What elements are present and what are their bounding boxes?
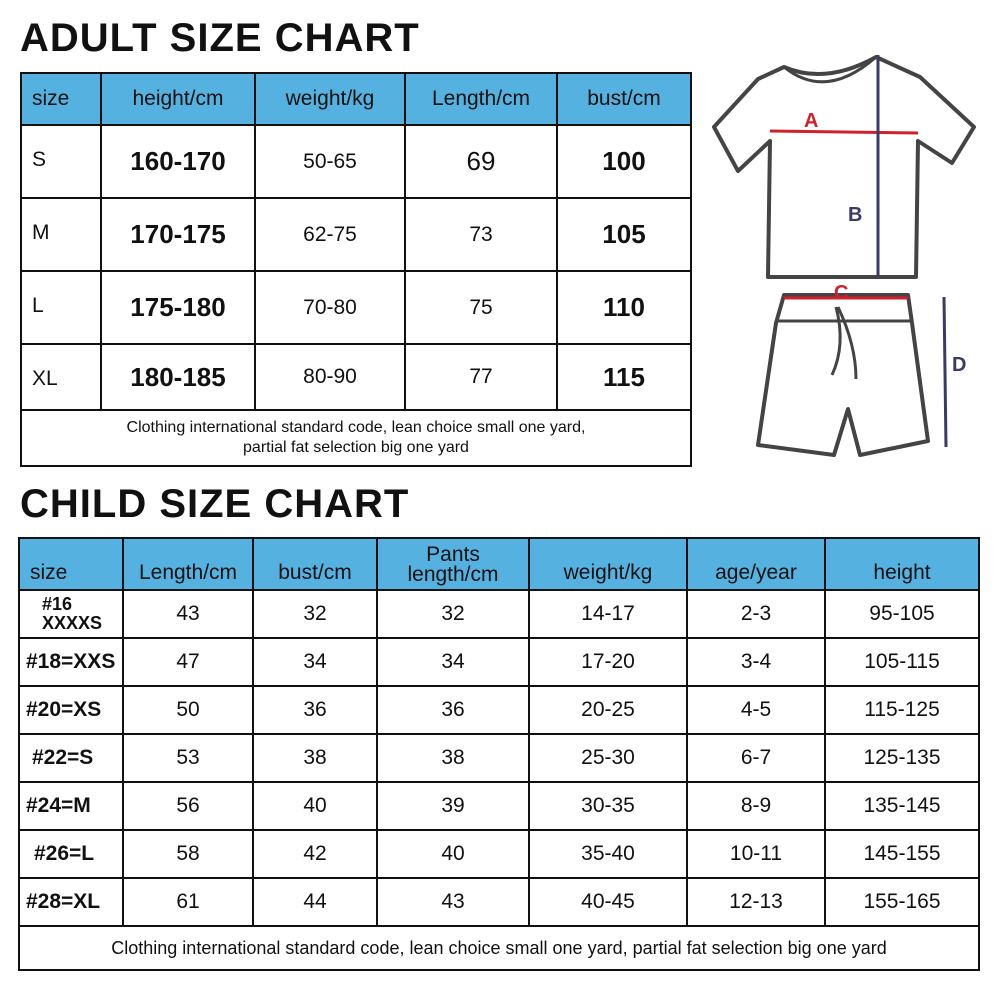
child-cell-age: 3-4	[687, 638, 825, 686]
child-header-bust: bust/cm	[253, 538, 377, 590]
adult-cell-height: 160-170	[101, 125, 255, 198]
child-cell-weight: 20-25	[529, 686, 687, 734]
child-cell-height: 155-165	[825, 878, 979, 926]
table-row	[21, 125, 691, 198]
label-b: B	[848, 204, 863, 226]
child-header-weight: weight/kg	[529, 538, 687, 590]
child-cell-height: 105-115	[825, 638, 979, 686]
child-cell-height: 125-135	[825, 734, 979, 782]
child-cell-length: 56	[123, 782, 253, 830]
adult-cell-weight: 70-80	[255, 271, 405, 344]
adult-size-table	[20, 72, 692, 467]
adult-cell-height: 170-175	[101, 198, 255, 271]
adult-cell-size: L	[21, 271, 101, 344]
child-cell-age: 8-9	[687, 782, 825, 830]
adult-cell-bust: 115	[557, 344, 691, 410]
child-cell-pants: 43	[377, 878, 529, 926]
adult-header-height: height/cm	[101, 73, 255, 125]
child-cell-pants: 40	[377, 830, 529, 878]
child-header-length: Length/cm	[123, 538, 253, 590]
child-cell-pants: 32	[377, 590, 529, 638]
adult-note-line1: Clothing international standard code, lean choice small one yard,	[126, 419, 586, 436]
adult-cell-bust: 105	[557, 198, 691, 271]
child-cell-length: 50	[123, 686, 253, 734]
child-cell-height: 145-155	[825, 830, 979, 878]
adult-cell-length: 75	[405, 271, 557, 344]
child-cell-height: 95-105	[825, 590, 979, 638]
child-header-row	[19, 538, 979, 590]
child-header-pants-line2: length/cm	[407, 563, 499, 587]
adult-cell-size: S	[21, 125, 101, 198]
child-cell-size: #24=M	[19, 782, 123, 830]
child-cell-age: 4-5	[687, 686, 825, 734]
child-cell-bust: 32	[253, 590, 377, 638]
child-header-height: height	[825, 538, 979, 590]
child-cell-size: #20=XS	[19, 686, 123, 734]
adult-cell-size: XL	[21, 344, 101, 410]
child-cell-weight: 17-20	[529, 638, 687, 686]
adult-header-length: Length/cm	[405, 73, 557, 125]
child-cell-size: #26=L	[19, 830, 123, 878]
child-cell-length: 53	[123, 734, 253, 782]
table-row	[19, 734, 979, 782]
adult-cell-bust: 100	[557, 125, 691, 198]
shorts-drawstring	[832, 307, 856, 379]
child-cell-size	[19, 590, 123, 638]
adult-cell-weight: 80-90	[255, 344, 405, 410]
child-cell-height: 115-125	[825, 686, 979, 734]
child-cell-bust: 38	[253, 734, 377, 782]
measure-line-d	[944, 297, 946, 447]
child-cell-length: 43	[123, 590, 253, 638]
adult-chart-title: ADULT SIZE CHART	[20, 16, 420, 60]
tshirt-collar	[784, 57, 876, 82]
adult-cell-length: 69	[405, 125, 557, 198]
table-row	[19, 782, 979, 830]
label-c: C	[834, 282, 849, 304]
child-note: Clothing international standard code, lean choice small one yard, partial fat selection big one yard	[19, 926, 979, 970]
adult-cell-weight: 62-75	[255, 198, 405, 271]
adult-note	[21, 410, 691, 466]
child-cell-bust: 36	[253, 686, 377, 734]
table-row	[19, 830, 979, 878]
child-cell-weight: 30-35	[529, 782, 687, 830]
child-cell-length: 58	[123, 830, 253, 878]
child-cell-pants: 34	[377, 638, 529, 686]
tshirt-outline	[714, 57, 974, 277]
child-cell-pants: 39	[377, 782, 529, 830]
adult-header-bust: bust/cm	[557, 73, 691, 125]
child-cell-size: #28=XL	[19, 878, 123, 926]
adult-cell-length: 73	[405, 198, 557, 271]
child-cell-pants: 38	[377, 734, 529, 782]
child-cell-bust: 40	[253, 782, 377, 830]
adult-header-row	[21, 73, 691, 125]
child-cell-weight: 25-30	[529, 734, 687, 782]
child-size-line1: #16	[42, 594, 73, 615]
child-header-pants-length	[377, 538, 529, 590]
adult-cell-bust: 110	[557, 271, 691, 344]
child-cell-weight: 14-17	[529, 590, 687, 638]
adult-header-weight: weight/kg	[255, 73, 405, 125]
adult-note-line2: partial fat selection big one yard	[243, 439, 469, 456]
adult-cell-height: 175-180	[101, 271, 255, 344]
table-row	[21, 271, 691, 344]
child-cell-height: 135-145	[825, 782, 979, 830]
child-cell-length: 61	[123, 878, 253, 926]
adult-cell-weight: 50-65	[255, 125, 405, 198]
child-size-table	[18, 537, 980, 971]
table-row	[19, 590, 979, 638]
child-note-row	[19, 926, 979, 970]
child-cell-size: #22=S	[19, 734, 123, 782]
adult-cell-length: 77	[405, 344, 557, 410]
label-d: D	[952, 354, 967, 376]
adult-cell-size: M	[21, 198, 101, 271]
table-row	[21, 344, 691, 410]
table-row	[19, 686, 979, 734]
measure-line-a	[770, 131, 918, 133]
adult-header-size: size	[21, 73, 101, 125]
child-cell-size: #18=XXS	[19, 638, 123, 686]
child-cell-weight: 40-45	[529, 878, 687, 926]
child-cell-age: 6-7	[687, 734, 825, 782]
adult-note-row	[21, 410, 691, 466]
adult-cell-height: 180-185	[101, 344, 255, 410]
table-row	[21, 198, 691, 271]
child-cell-weight: 35-40	[529, 830, 687, 878]
child-header-size: size	[19, 538, 123, 590]
child-cell-age: 12-13	[687, 878, 825, 926]
label-a: A	[804, 110, 819, 132]
child-cell-bust: 42	[253, 830, 377, 878]
child-cell-pants: 36	[377, 686, 529, 734]
table-row	[19, 878, 979, 926]
child-chart-title: CHILD SIZE CHART	[20, 482, 410, 526]
child-header-pants-line1: Pants	[426, 543, 480, 567]
garment-measurement-diagram	[706, 45, 986, 475]
child-cell-age: 2-3	[687, 590, 825, 638]
child-cell-length: 47	[123, 638, 253, 686]
child-header-age: age/year	[687, 538, 825, 590]
child-size-line2: XXXXS	[42, 613, 103, 633]
child-cell-bust: 44	[253, 878, 377, 926]
child-cell-age: 10-11	[687, 830, 825, 878]
child-cell-bust: 34	[253, 638, 377, 686]
table-row	[19, 638, 979, 686]
